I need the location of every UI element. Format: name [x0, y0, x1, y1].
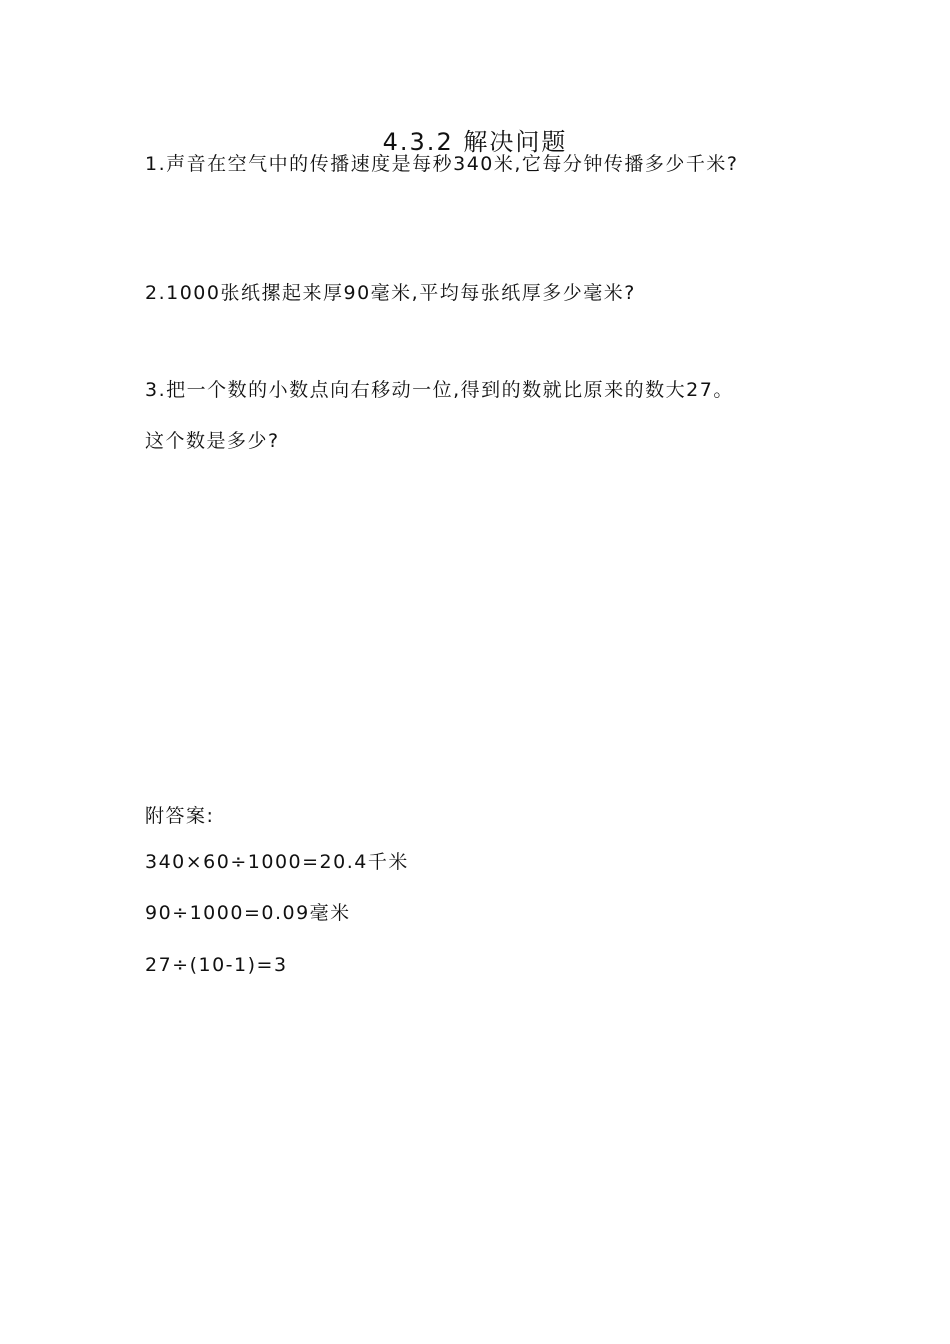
answer-1: 340×60÷1000=20.4千米	[145, 851, 409, 873]
answer-3: 27÷(10-1)=3	[145, 954, 288, 976]
answer-2: 90÷1000=0.09毫米	[145, 902, 351, 924]
answers-heading: 附答案:	[145, 805, 215, 827]
question-3-line-1: 3.把一个数的小数点向右移动一位,得到的数就比原来的数大27。	[145, 379, 734, 401]
page-title: 4.3.2 解决问题	[382, 128, 568, 156]
question-3-line-2: 这个数是多少?	[145, 430, 280, 452]
question-2: 2.1000张纸摞起来厚90毫米,平均每张纸厚多少毫米?	[145, 282, 636, 304]
question-1: 1.声音在空气中的传播速度是每秒340米,它每分钟传播多少千米?	[145, 153, 739, 175]
